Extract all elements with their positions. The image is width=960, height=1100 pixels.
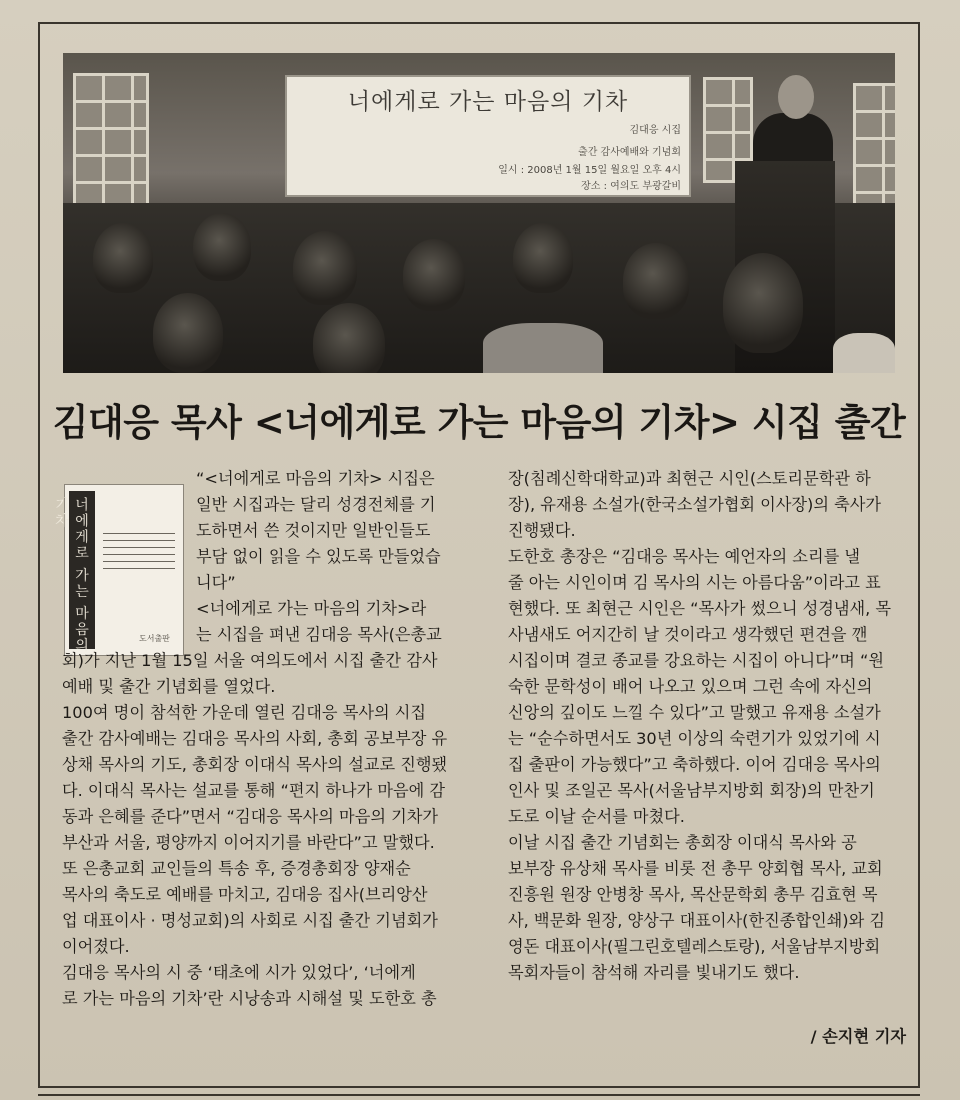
photo-window-left (73, 73, 149, 219)
byline: / 손지현 기자 (810, 1027, 906, 1046)
book-cover (53, 484, 184, 656)
article-text-left: 회)가 지난 1월 15일 서울 여의도에서 시집 출간 감사 예배 및 출간 기념회를 열었다. 100여 명이 참석한 가운데 열린 김대응 목사의 시집 출간 감사예배는 김대응 목사의 사회, 총회 공보부장 유 상채 목사의 기도, 총회장 이대식 목사의 설교로 진행됐 다. 이대식 목사는 설교를 통해 “편지 하나가 마음에 감 동과 은혜를 준다”면서 “김대응 목사의 마음의 기차가 부산과 서울, 평양까지 이어지기를 바란다”고 말했다. 또 은총교회 교인들의 특송 후, 증경총회장 양재순 목사의 축도로 예배를 마치고, 김대응 집사(브리앙산 업 대표이사 · 명성교회)의 사회로 시집 출간 기념회가 이어졌다. 김대응 목사의 시 중 ‘태초에 시가 있었다’, ‘너에게 로 가는 마음의 기차’란 시낭송과 시해설 및 도한호 총 (62, 651, 448, 1008)
banner-line-2: 일시 : 2008년 1월 15일 월요일 오후 4시 (498, 165, 681, 176)
headline: 김대응 목사 <너에게로 가는 마음의 기차> 시집 출간 (52, 401, 906, 444)
banner-title: 너에게로 가는 마음의 기차 (347, 89, 629, 115)
event-banner (285, 75, 691, 197)
audience-head (93, 223, 153, 293)
audience-head (403, 239, 465, 311)
book-cover-title: 너에게로 가는 마음의 기차 (53, 497, 89, 654)
event-photo (63, 53, 895, 373)
speaker-head (778, 75, 814, 119)
audience-shirt (833, 333, 895, 373)
audience-head (193, 213, 251, 281)
banner-subtitle: 김대응 시집 (629, 125, 681, 136)
book-cover-text-lines (103, 533, 175, 573)
article-column-right (508, 466, 906, 986)
book-publisher: 도서출판 (139, 634, 170, 643)
banner-line-3: 장소 : 여의도 부광갈비 (581, 181, 681, 192)
audience-head (313, 303, 385, 373)
article-text-right: 장(침례신학대학교)과 최현근 시인(스토리문학관 하 장), 유재용 소설가(한국소설가협회 이사장)의 축사가 진행됐다. 도한호 총장은 “김대응 목사는 예언자의 소리를 낼 줄 아는 시인이며 김 목사의 시는 아름다움”이라고 표 현했다. 또 최현근 시인은 “목사가 썼으니 성경냄새, 목 사냄새도 어지간히 날 것이라고 생각했던 편견을 깬 시집이며 결코 종교를 강요하는 시집이 아니다”며 “원 숙한 문학성이 배어 나오고 있으며 그런 속에 자신의 신앙의 깊이도 느낄 수 있다”고 말했고 유재용 소설가 는 “순수하면서도 30년 이상의 숙련기가 있었기에 시 집 출판이 가능했다”고 축하했다. 이어 김대응 목사의 인사 및 조일곤 목사(서울남부지방회 회장)의 만찬기 도로 이날 순서를 마쳤다. 이날 시집 출간 기념회는 총회장 이대식 목사와 공 보부장 유상채 목사를 비롯 전 총무 양회협 목사, 교회 진흥원 원장 안병창 목사, 목산문학회 총무 김효현 목 사, 백문화 원장, 양상구 대표이사(한진종합인쇄)와 김 영돈 대표이사(필그린호텔레스토랑), 서울남부지방회 목회자들이 참석해 자리를 빛내기도 했다. (508, 469, 892, 982)
bottom-rule (38, 1094, 920, 1096)
audience-head (153, 293, 223, 373)
audience-head (293, 231, 357, 305)
audience-head (723, 253, 803, 353)
audience-shirt (483, 323, 603, 373)
article-column-left (62, 648, 474, 1012)
banner-line-1: 출간 감사예배와 기념회 (578, 147, 681, 158)
article-column-left-top (196, 466, 474, 648)
audience-head (623, 243, 689, 319)
article-text-left-top: “<너에게로 마음의 기차> 시집은 일반 시집과는 달리 성경전체를 기 도하면서 쓴 것이지만 일반인들도 부담 없이 읽을 수 있도록 만들었습 니다” <너에게로 가는 마음의 기차>라 는 시집을 펴낸 김대응 목사(은총교 (196, 469, 442, 644)
audience-head (513, 223, 573, 293)
